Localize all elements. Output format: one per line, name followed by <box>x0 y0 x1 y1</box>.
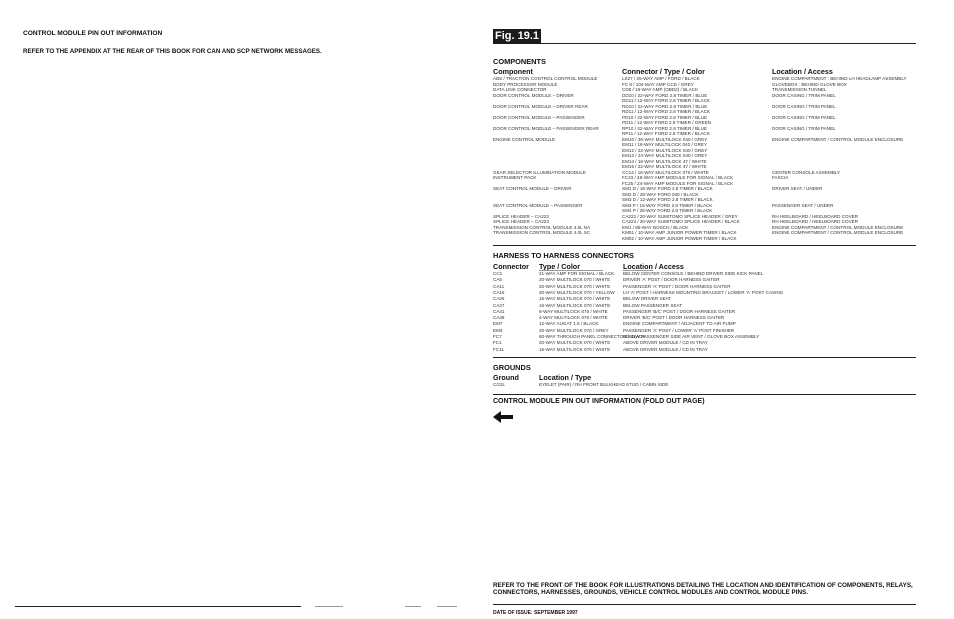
components-heading: COMPONENTS <box>493 57 546 66</box>
issue-date: DATE OF ISSUE: SEPTEMBER 1997 <box>493 610 578 616</box>
table-row <box>493 236 913 242</box>
component-name-cell: INSTRUMENT PACK <box>493 175 537 180</box>
harness-connector-cell: FC1 <box>493 340 502 346</box>
harness-end-rule <box>493 357 916 358</box>
harness-connector-cell: FC11 <box>493 346 504 352</box>
component-connector-cell: FC25 / 24-WAY AMP MODULE FOR SIGNAL / BLACK <box>622 180 734 186</box>
harness-location-cell: BELOW CENTER CONSOLE / BEHIND DRIVER SIDE KICK PANEL <box>623 271 764 276</box>
component-name-cell: DOOR CONTROL MODULE – DRIVER REAR <box>493 103 588 109</box>
component-name-cell: DOOR CONTROL MODULE – PASSENGER <box>493 114 585 120</box>
component-location-cell: GLOVEBOX : BEHIND GLOVE BOX <box>772 81 847 87</box>
foldout-link[interactable]: CONTROL MODULE PIN OUT INFORMATION (FOLD OUT PAGE) <box>493 398 705 405</box>
component-location-cell: ENGINE COMPARTMENT : BEHIND LH HEADLAMP ASSEMBLY <box>772 76 907 81</box>
component-name-cell: SPLICE HEADER – CA223 <box>493 219 549 224</box>
component-connector-cell: CA222 / 20-WAY SUMITOMO SPLICE HEADER / GREY <box>622 213 738 219</box>
component-name-cell: TRANSMISSION CONTROL MODULE 4.0L NA <box>493 224 591 230</box>
component-connector-cell: EM13 / 24-WAY MULTILOCK 040 / GREY <box>622 153 708 158</box>
components-col-location: Location / Access <box>772 67 833 76</box>
component-location-cell: DOOR CASING / TRIM PANEL <box>772 114 836 120</box>
component-name-cell: SEAT CONTROL MODULE – DRIVER <box>493 186 572 191</box>
harness-location-cell: BELOW DRIVER SEAT <box>623 296 672 302</box>
component-connector-cell: EM1 / 88-WAY BOSCH / BLACK <box>622 224 689 230</box>
harness-location-cell: PASSENGER 'B/C' POST / DOOR HARNESS GAITER <box>623 308 736 314</box>
ground-id-cell: CG3L <box>493 382 506 387</box>
components-table <box>493 76 913 242</box>
harness-location-cell: BELOW PASSENGER SEAT <box>623 302 683 308</box>
component-connector-cell: SM4 P / 26-WAY FORD 2.8 TIMER / BLACK <box>622 208 713 213</box>
harness-location-cell: DRIVER 'B/C' POST / DOOR HARNESS GAITER <box>623 315 725 321</box>
harness-heading: HARNESS TO HARNESS CONNECTORS <box>493 251 634 260</box>
harness-location-cell: PASSENGER 'A' POST / DOOR HARNESS GAITER <box>623 283 731 289</box>
grounds-col-ground: Ground <box>493 373 519 382</box>
component-name-cell: ABS / TRACTION CONTROL CONTROL MODULE <box>493 76 598 81</box>
harness-location-cell: DRIVER 'A' POST / DOOR HARNESS GAITER <box>623 277 720 283</box>
component-connector-cell: SM1 D / 16-WAY FORD 2.8 TIMER / BLACK <box>622 186 713 191</box>
component-name-cell: DOOR CONTROL MODULE – DRIVER <box>493 92 574 98</box>
left-footer-rule-segment <box>405 606 421 607</box>
component-connector-cell: SM3 D / 12-WAY FORD 2.8 TIMER / BLACK <box>622 197 713 202</box>
component-name-cell: TRANSMISSION CONTROL MODULE 4.0L SC <box>493 230 591 235</box>
harness-type-cell: 20-WAY MULTILOCK 070 / YELLOW <box>539 289 615 295</box>
component-name-cell: DOOR CONTROL MODULE – PASSENGER REAR <box>493 125 599 131</box>
harness-col-type: Type / Color <box>539 262 580 271</box>
components-end-rule <box>493 245 916 246</box>
component-location-cell: FASCIA <box>772 175 789 180</box>
component-connector-cell: RP11 / 12-WAY FORD 2.8 TIMER / BLACK <box>622 131 710 136</box>
harness-type-cell: 12-WAY AUGAT 1.5 / BLACK <box>539 321 599 327</box>
component-location-cell: ENGINE COMPARTMENT / CONTROL MODULE ENCLOSURE <box>772 224 904 230</box>
component-name-cell: ENGINE CONTROL MODULE <box>493 136 556 142</box>
table-row <box>493 382 913 388</box>
component-connector-cell: EM12 / 22-WAY MULTILOCK 040 / GREY <box>622 147 708 153</box>
component-location-cell: RH HEELBOARD / HEELBOARD COVER <box>772 219 859 224</box>
grounds-end-rule <box>493 394 916 395</box>
harness-location-cell: ENGINE COMPARTMENT / ADJACENT TO AIR PUMP <box>623 321 736 327</box>
component-connector-cell: RD10 / 22-WAY FORD 2.8 TIMER / BLUE <box>622 103 708 109</box>
component-connector-cell: KM01 / 10-WAY AMP JUNIOR POWER TIMER / BLACK <box>622 230 737 235</box>
harness-connector-cell: EM7 <box>493 321 503 327</box>
harness-type-cell: 4-WAY MULTILOCK 070 / WHITE <box>539 315 608 321</box>
component-location-cell: DOOR CASING / TRIM PANEL <box>772 103 836 109</box>
harness-table <box>493 271 913 353</box>
harness-location-cell: ABOVE DRIVER MODULE / CD IN TRAY <box>623 340 708 346</box>
harness-connector-cell: CA41 <box>493 308 505 314</box>
component-connector-cell: RD11 / 12-WAY FORD 2.8 TIMER / BLACK <box>622 109 711 114</box>
footer-rule <box>493 604 916 605</box>
component-location-cell: DRIVER SEAT / UNDER <box>772 186 823 191</box>
harness-type-cell: 60-WAY THROUGH PANEL CONNECTOR / BLACK <box>539 334 646 339</box>
harness-connector-cell: CA11 <box>493 283 505 289</box>
harness-type-cell: 20-WAY MULTILOCK 070 / WHITE <box>539 283 611 289</box>
grounds-col-location: Location / Type <box>539 373 592 382</box>
component-connector-cell: PD10 / 22-WAY FORD 2.8 TIMER / BLUE <box>622 114 708 120</box>
component-location-cell: TRANSMISSION TUNNEL <box>772 87 827 92</box>
component-name-cell: DATA LINK CONNECTOR <box>493 87 547 92</box>
harness-connector-cell: CA16 <box>493 289 505 295</box>
left-footer-rule-segment <box>437 606 457 607</box>
harness-location-cell: PASSENGER 'A' POST / LOWER 'A' POST FINISHER <box>623 327 735 333</box>
left-page-title: CONTROL MODULE PIN OUT INFORMATION <box>23 30 163 37</box>
component-location-cell: PASSENGER SEAT / UNDER <box>772 202 834 208</box>
component-connector-cell: EM14 / 16-WAY MULTILOCK 47 / WHITE <box>622 158 707 164</box>
harness-type-cell: 21-WAY AMP FOR SIGNAL / BLACK <box>539 271 615 276</box>
harness-connector-cell: CA26 <box>493 296 505 302</box>
harness-type-cell: 20-WAY MULTILOCK 070 / WHITE <box>539 340 611 346</box>
harness-connector-cell: CA46 <box>493 315 505 321</box>
figure-header-rule <box>541 43 916 44</box>
component-location-cell: ENGINE COMPARTMENT / CONTROL MODULE ENCLOSURE <box>772 136 904 142</box>
harness-location-cell: ABOVE DRIVER MODULE / CD IN TRAY <box>623 346 708 352</box>
component-location-cell: DOOR CASING / TRIM PANEL <box>772 92 836 98</box>
component-location-cell: RH HEELBOARD / HEELBOARD COVER <box>772 213 859 219</box>
harness-connector-cell: CA27 <box>493 302 505 308</box>
harness-type-cell: 16-WAY MULTILOCK 070 / WHITE <box>539 296 611 302</box>
back-arrow-icon[interactable] <box>493 410 513 422</box>
component-connector-cell: EM15 / 22-WAY MULTILOCK 47 / WHITE <box>622 164 707 169</box>
component-location-cell: ENGINE COMPARTMENT / CONTROL MODULE ENCLOSURE <box>772 230 904 235</box>
harness-connector-cell: EM3 <box>493 327 503 333</box>
component-connector-cell: SM2 D / 26-WAY FORD 040 / BLACK <box>622 191 699 197</box>
harness-location-cell: BELOW PASSENGER SIDE AIR VENT / GLOVE BOX ASSEMBLY <box>623 334 760 339</box>
figure-label: Fig. 19.1 <box>494 30 540 42</box>
grounds-heading: GROUNDS <box>493 363 531 372</box>
component-location-cell: CENTER CONSOLE ASSEMBLY <box>772 169 841 175</box>
component-name-cell: SEAT CONTROL MODULE – PASSENGER <box>493 202 583 208</box>
harness-connector-cell: FC7 <box>493 334 502 339</box>
component-connector-cell: KM02 / 10-WAY AMP JUNIOR POWER TIMER / BLACK <box>622 235 737 241</box>
harness-connector-cell: CC1 <box>493 271 503 276</box>
left-page-note: REFER TO THE APPENDIX AT THE REAR OF THIS BOOK FOR CAN AND SCP NETWORK MESSAGES. <box>23 48 322 55</box>
component-connector-cell: CC14 / 16-WAY MULTILOCK 070 / WHITE <box>622 169 709 175</box>
grounds-table <box>493 382 913 390</box>
harness-type-cell: 20-WAY MULTILOCK 070 / WHITE <box>539 277 611 283</box>
harness-connector-cell: CA5 <box>493 277 502 283</box>
component-location-cell: DOOR CASING / TRIM PANEL <box>772 125 836 131</box>
table-row <box>493 347 913 353</box>
harness-type-cell: 6-WAY MULTILOCK 070 / WHITE <box>539 308 608 314</box>
ground-location-cell: EYELET (PAIR) / RH FRONT BULKHEAD STUD / CABIN SIDE <box>539 382 669 387</box>
harness-location-cell: LH 'A' POST / HARNESS MOUNTING BRACKET / LOWER 'A' POST CASING <box>623 289 784 295</box>
component-name-cell: GEAR SELECTOR ILLUMINATION MODULE <box>493 169 586 175</box>
harness-type-cell: 16-WAY MULTILOCK 070 / WHITE <box>539 302 611 308</box>
component-connector-cell: CD8 / 16-WAY AMP (OBD2) / BLACK <box>622 87 699 92</box>
harness-col-connector: Connector <box>493 262 529 271</box>
component-connector-cell: DD11 / 12-WAY FORD 2.8 TIMER / BLACK <box>622 98 711 103</box>
left-footer-rule-segment <box>315 606 343 607</box>
component-connector-cell: PD11 / 12-WAY FORD 2.8 TIMER / GREEN <box>622 120 712 125</box>
component-connector-cell: DD10 / 22-WAY FORD 2.8 TIMER / BLUE <box>622 92 708 98</box>
harness-col-location: Location / Access <box>623 262 684 271</box>
harness-type-cell: 20-WAY MULTILOCK 070 / GREY <box>539 327 609 333</box>
left-footer-rule <box>15 606 301 607</box>
component-connector-cell: CA223 / 20-WAY SUMITOMO SPLICE HEADER / BLACK <box>622 219 740 224</box>
component-connector-cell: EM10 / 36-WAY MULTILOCK 040 / GREY <box>622 136 708 142</box>
component-connector-cell: SM3 P / 16-WAY FORD 2.8 TIMER / BLACK <box>622 202 713 208</box>
components-col-connector: Connector / Type / Color <box>622 67 705 76</box>
component-connector-cell: LS27 / 25-WAY AMP / FORD / BLACK <box>622 76 700 81</box>
component-connector-cell: FC 8 / 104-WAY AMP CCD / GREY <box>622 81 694 87</box>
footer-note: REFER TO THE FRONT OF THE BOOK FOR ILLUSTRATIONS DETAILING THE LOCATION AND IDENTIFICATION OF COMPONENTS, RELAYS, CONNECTORS, HARNESSES, GROUNDS, VEHICLE CONTROL MODULES AND CONTROL MODULE PINS. <box>493 582 913 597</box>
components-col-component: Component <box>493 67 533 76</box>
component-name-cell: SPLICE HEADER – CA222 <box>493 213 549 219</box>
component-connector-cell: RP10 / 22-WAY FORD 2.8 TIMER / BLUE <box>622 125 708 131</box>
component-name-cell: BODY PROCESSOR MODULE <box>493 81 558 87</box>
harness-type-cell: 16-WAY MULTILOCK 070 / WHITE <box>539 346 611 352</box>
component-connector-cell: EM11 / 16-WAY MULTILOCK 040 / GREY <box>622 142 708 147</box>
component-connector-cell: FC23 / 48-WAY AMP MODULE FOR SIGNAL / BLACK <box>622 175 734 180</box>
